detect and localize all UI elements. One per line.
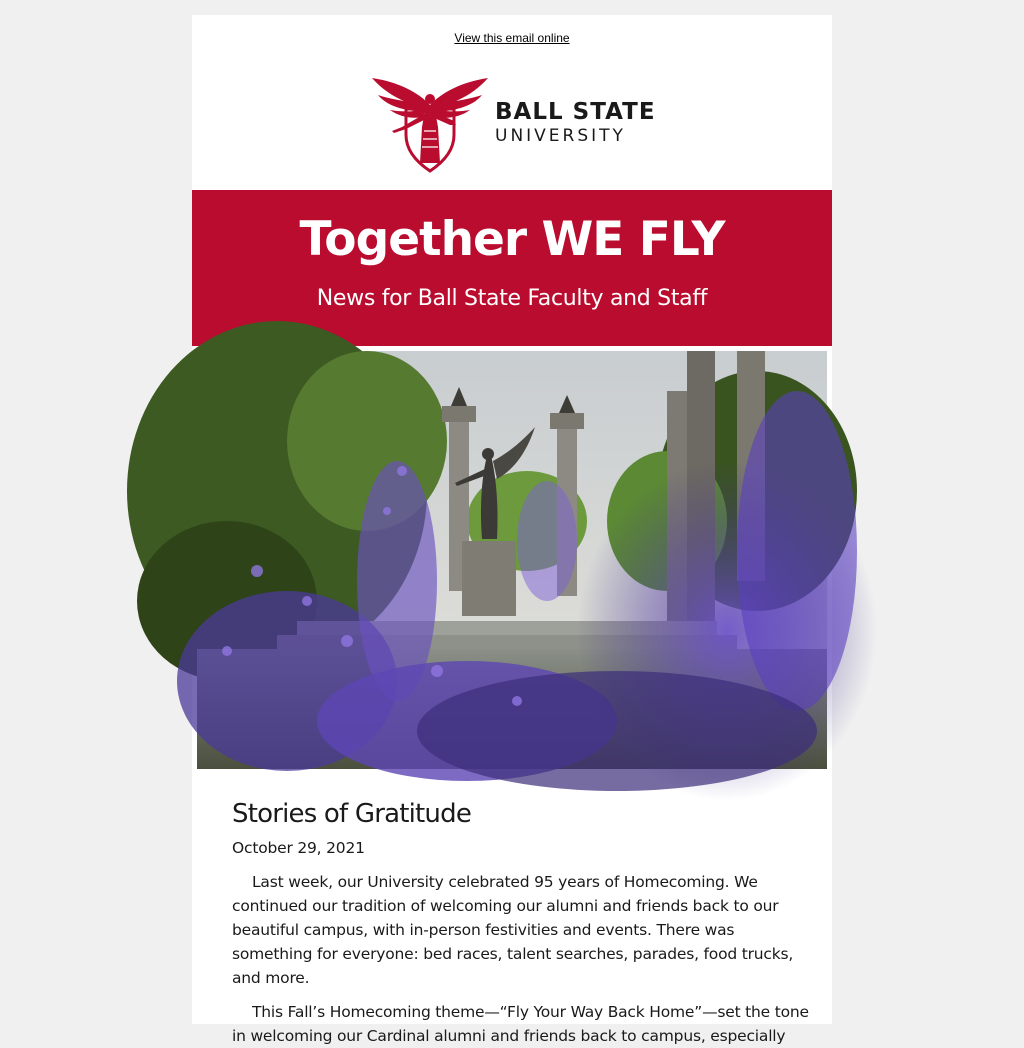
newsletter-title: Together WE FLY	[299, 212, 725, 267]
newsletter-subtitle: News for Ball State Faculty and Staff	[316, 286, 708, 311]
view-online-link[interactable]: View this email online	[454, 31, 570, 45]
article	[232, 795, 817, 1048]
hero-image[interactable]	[197, 351, 827, 769]
ball-state-logo[interactable]	[370, 75, 670, 175]
beneficence-shield-icon	[370, 75, 490, 175]
article-paragraph: Last week, our University celebrated 95 years of Homecoming. We continued our tradition of welcoming our alumni and friends back to our beautiful campus, with in-person festivities and events. There was something for everyone: bed races, talent searches, parades, food trucks, and more.	[232, 873, 794, 987]
logo-line-2: UNIVERSITY	[495, 126, 626, 146]
logo-wordmark	[495, 101, 656, 145]
logo-line-1: BALL STATE	[495, 99, 656, 125]
article-date: October 29, 2021	[232, 839, 365, 857]
email-body	[192, 15, 832, 1045]
article-paragraph: This Fall’s Homecoming theme—“Fly Your Way Back Home”—set the tone in welcoming our Cardinal alumni and friends back to campus, especially	[232, 1003, 809, 1045]
article-headline: Stories of Gratitude	[232, 799, 472, 829]
campus-statue-photo	[197, 351, 827, 769]
